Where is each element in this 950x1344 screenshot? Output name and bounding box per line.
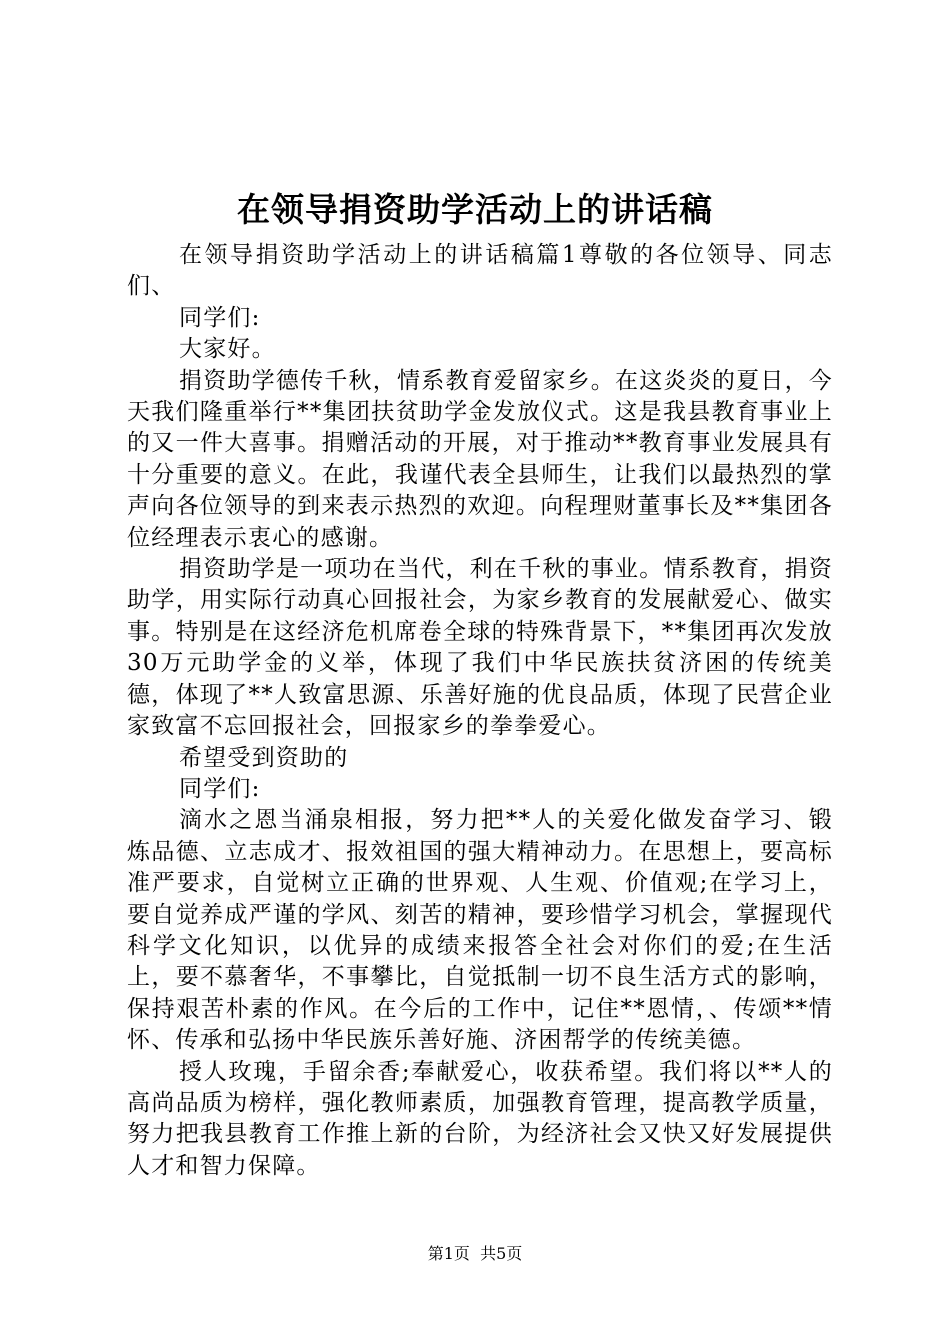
- paragraph: 捐资助学德传千秋，情系教育爱留家乡。在这炎炎的夏日，今天我们隆重举行**集团扶贫助学金发放仪式。这是我县教育事业上的又一件大喜事。捐赠活动的开展，对于推动**教育事业发展具有十分重要的意义。在此，我谨代表全县师生，让我们以最热烈的掌声向各位领导的到来表示热烈的欢迎。向程理财董事长及**集团各位经理表示衷心的感谢。: [127, 367, 833, 551]
- paragraph: 大家好。: [179, 336, 276, 363]
- paragraph: 捐资助学是一项功在当代，利在千秋的事业。情系教育，捐资助学，用实际行动真心回报社会，为家乡教育的发展献爱心、做实事。特别是在这经济危机席卷全球的特殊背景下，**集团再次发放30万元助学金的义举，体现了我们中华民族扶贫济困的传统美德，体现了**人致富思源、乐善好施的优良品质，体现了民营企业家致富不忘回报社会，回报家乡的拳拳爱心。: [127, 556, 833, 740]
- document-body: [127, 240, 833, 1182]
- document-title: 在领导捐资助学活动上的讲话稿: [237, 190, 713, 229]
- paragraph: 希望受到资助的: [179, 744, 349, 771]
- page-footer: [0, 1243, 950, 1265]
- paragraph: 同学们:: [179, 775, 261, 802]
- page-number: 第1页: [427, 1244, 470, 1263]
- paragraph: 授人玫瑰，手留余香;奉献爱心，收获希望。我们将以**人的高尚品质为榜样，强化教师素质，加强教育管理，提高教学质量，努力把我县教育工作推上新的台阶，为经济社会又快又好发展提供人才和智力保障。: [127, 1058, 833, 1179]
- paragraph: 同学们:: [179, 304, 261, 331]
- paragraph: 在领导捐资助学活动上的讲话稿篇1尊敬的各位领导、同志们、: [127, 242, 833, 300]
- page-total: 共5页: [480, 1244, 523, 1263]
- paragraph: 滴水之恩当涌泉相报，努力把**人的关爱化做发奋学习、锻炼品德、立志成才、报效祖国的强大精神动力。在思想上，要高标准严要求，自觉树立正确的世界观、人生观、价值观;在学习上，要自觉养成严谨的学风、刻苦的精神，要珍惜学习机会，掌握现代科学文化知识，以优异的成绩来报答全社会对你们的爱;在生活上，要不慕奢华，不事攀比，自觉抵制一切不良生活方式的影响，保持艰苦朴素的作风。在今后的工作中，记住**恩情，、传颂**情怀、传承和弘扬中华民族乐善好施、济困帮学的传统美德。: [127, 807, 833, 1054]
